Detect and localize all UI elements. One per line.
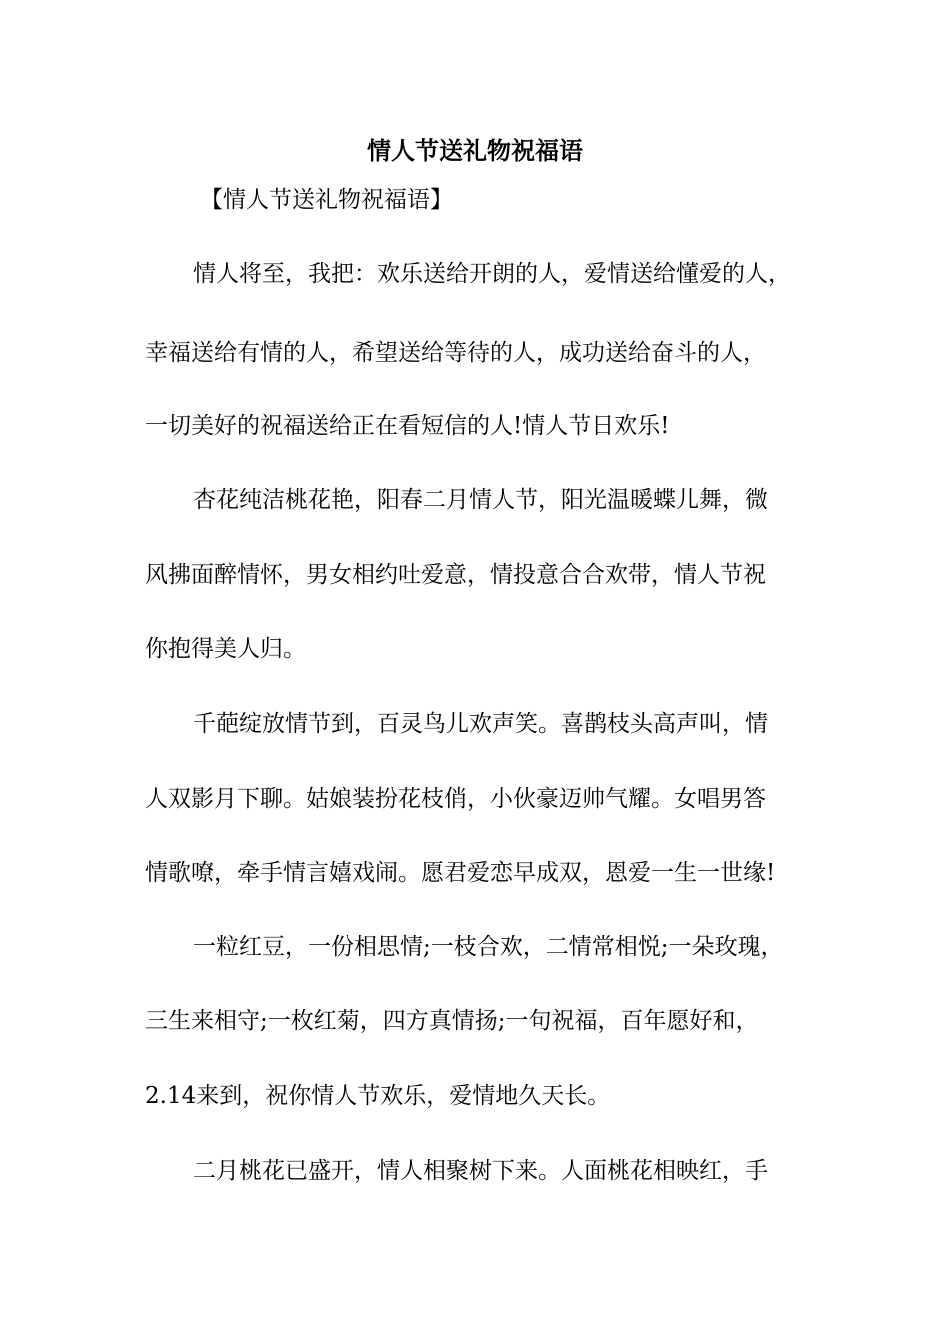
paragraph-2-line-3: 你抱得美人归。: [145, 636, 306, 662]
paragraph-3-line-2: 人双影月下聊。姑娘装扮花枝俏，小伙豪迈帅气耀。女唱男答: [145, 786, 766, 812]
paragraph-4-line-3: 2.14来到，祝你情人节欢乐，爱情地久天长。: [145, 1083, 611, 1109]
paragraph-1-line-2: 幸福送给有情的人，希望送给等待的人，成功送给奋斗的人，: [145, 340, 766, 366]
document-subtitle: 【情人节送礼物祝福语】: [200, 187, 453, 213]
paragraph-3-line-1: 千葩绽放情节到，百灵鸟儿欢声笑。喜鹊枝头高声叫，情: [193, 711, 768, 737]
paragraph-4-line-2: 三生来相守;一枚红菊，四方真情扬;一句祝福，百年愿好和，: [145, 1008, 759, 1034]
paragraph-1-line-3: 一切美好的祝福送给正在看短信的人!情人节日欢乐!: [145, 413, 670, 439]
paragraph-5-line-1: 二月桃花已盛开，情人相聚树下来。人面桃花相映红，手: [193, 1158, 768, 1184]
paragraph-2-line-2: 风拂面醉情怀，男女相约吐爱意，情投意合合欢带，情人节祝: [145, 562, 766, 588]
paragraph-3-line-3: 情歌嘹，牵手情言嬉戏闹。愿君爱恋早成双，恩爱一生一世缘!: [145, 860, 776, 886]
paragraph-4-line-1: 一粒红豆，一份相思情;一枝合欢，二情常相悦;一朵玫瑰，: [193, 934, 784, 960]
paragraph-1-line-1: 情人将至，我把：欢乐送给开朗的人，爱情送给懂爱的人，: [193, 261, 791, 287]
document-title: 情人节送礼物祝福语: [367, 136, 583, 165]
paragraph-2-line-1: 杏花纯洁桃花艳，阳春二月情人节，阳光温暖蝶儿舞，微: [193, 487, 768, 513]
